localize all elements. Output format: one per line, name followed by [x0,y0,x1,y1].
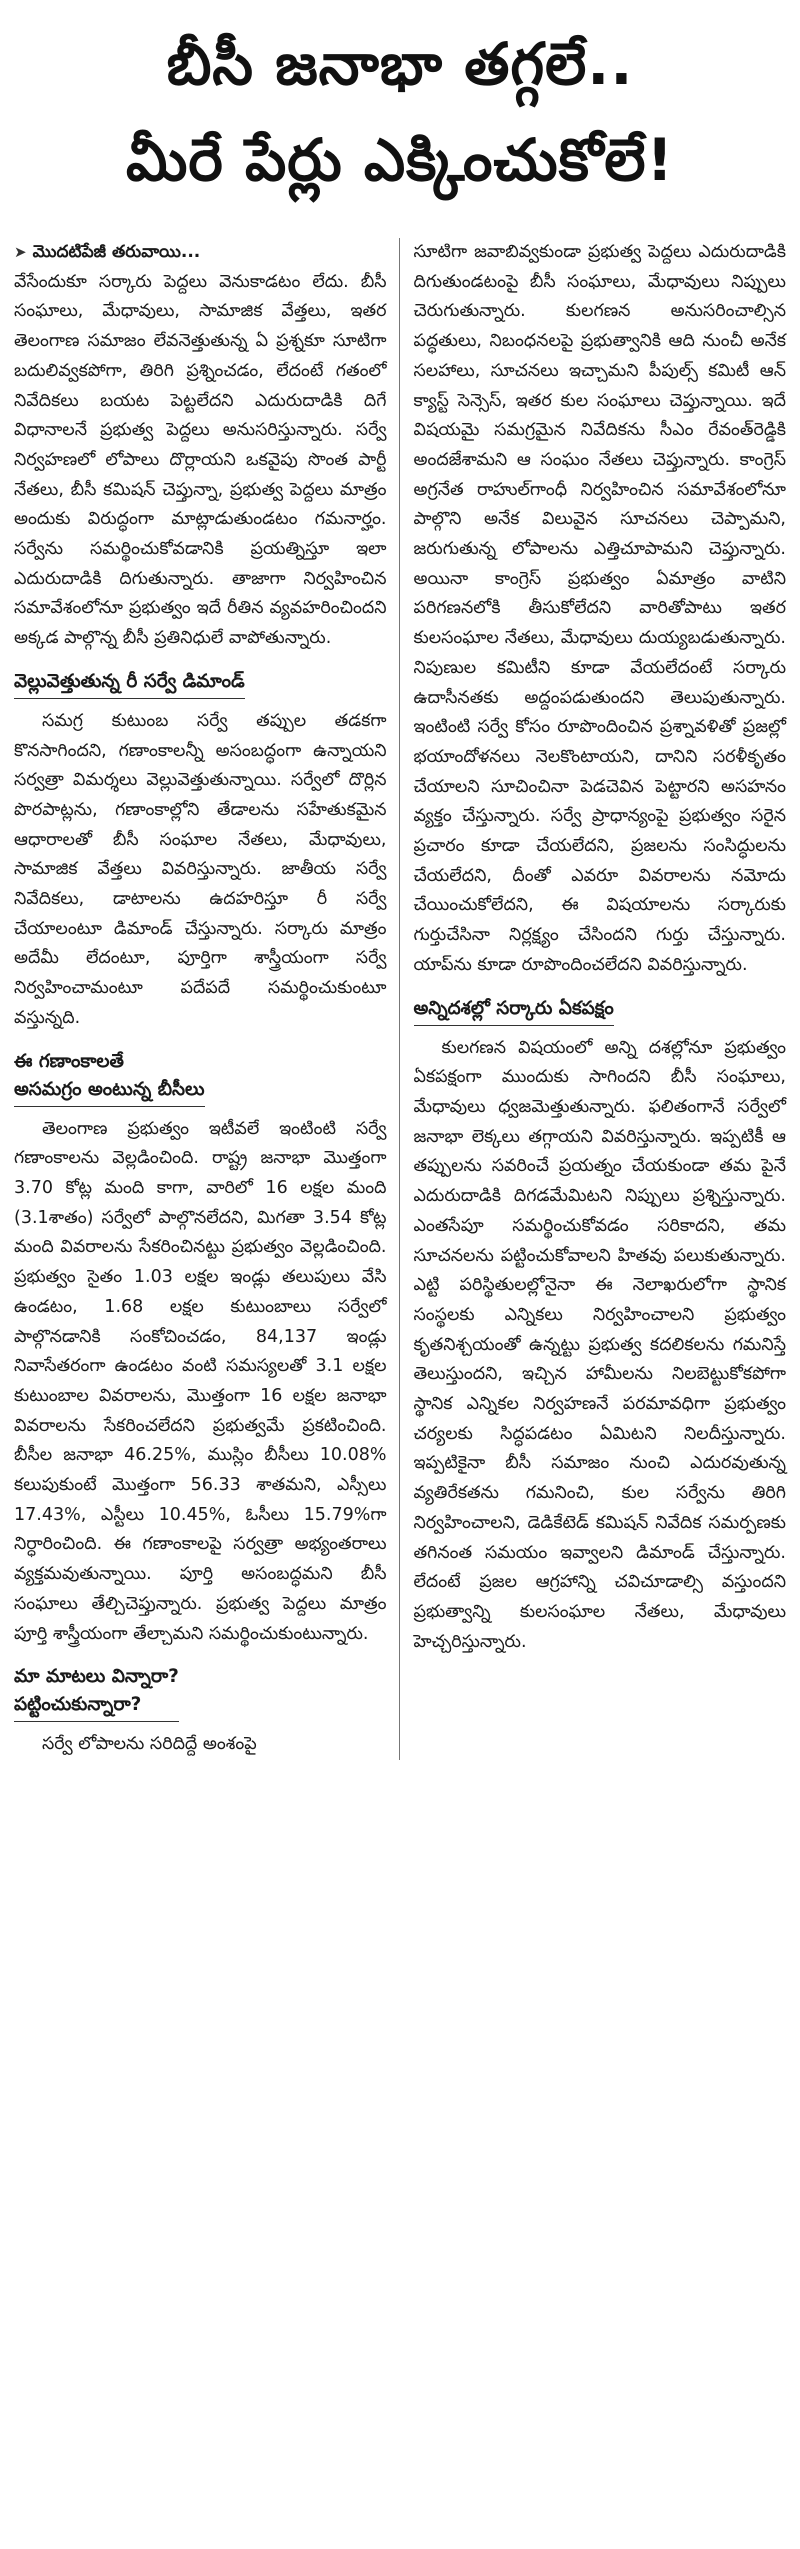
left-paragraph-1: వేసేందుకూ సర్కారు పెద్దలు వెనుకాడటం లేదు. బీసీ సంఘాలు, మేధావులు, సామాజిక వేత్తలు, ఇతర తెలంగాణ సమాజం లేవనెత్తుతున్న ఏ ప్రశ్నకూ సూటిగా బదులివ్వకపోగా, తిరిగి ప్రశ్నించడం, లేదంటే గతంలో నివేదికలు బయట పెట్టలేదని ఎదురుదాడికి దిగే విధానాలనే ప్రభుత్వ పెద్దలు అనుసరిస్తున్నారు. సర్వే నిర్వహణలో లోపాలు దొర్లాయని ఒకవైపు సొంత పార్టీ నేతలు, బీసీ కమిషన్ చెప్తున్నా, ప్రభుత్వ పెద్దలు మాత్రం అందుకు విరుద్ధంగా మాట్లాడుతుండటం గమనార్హం. సర్వేను సమర్థించుకోవడానికి ప్రయత్నిస్తూ ఇలా ఎదురుదాడికి దిగుతున్నారు. తాజాగా నిర్వహించిన సమావేశంలోనూ ప్రభుత్వం ఇదే రీతిన వ్యవహరించిందని అక్కడ పాల్గొన్న బీసీ ప్రతినిధులే వాపోతున్నారు. [14,271,387,649]
right-paragraph-1: సూటిగా జవాబివ్వకుండా ప్రభుత్వ పెద్దలు ఎదురుదాడికి దిగుతుండటంపై బీసీ సంఘాలు, మేధావులు నిప్పులు చెరుగుతున్నారు. కులగణన అనుసరించాల్సిన పద్ధతులు, నిబంధనలపై ప్రభుత్వానికి ఆది నుంచీ అనేక సలహాలు, సూచనలు ఇచ్చామని పీపుల్స్ కమిటీ ఆన్ క్యాస్ట్ సెన్సెస్, ఇతర కుల సంఘాలు చెప్తున్నాయి. ఇదే విషయమై సమగ్రమైన నివేదికను సీఎం రేవంత్‌రెడ్డికి అందజేశామని ఆ సంఘం నేతలు చెప్తున్నారు. కాంగ్రెస్ అగ్రనేత రాహుల్‌గాంధీ నిర్వహించిన సమావేశంలోనూ పాల్గొని అనేక విలువైన సూచనలు చెప్పామని, జరుగుతున్న లోపాలను ఎత్తిచూపామని చెప్తున్నారు. అయినా కాంగ్రెస్ ప్రభుత్వం ఏమాత్రం వాటిని పరిగణనలోకి తీసుకోలేదని వారితోపాటు ఇతర కులసంఘాల నేతలు, మేధావులు దుయ్యబడుతున్నారు. నిపుణుల కమిటీని కూడా వేయలేదంటే సర్కారు ఉదాసీనతకు అద్దంపడుతుందని తెలుపుతున్నారు. ఇంటింటి సర్వే కోసం రూపొందించిన ప్రశ్నావళితో ప్రజల్లో భయాందోళనలు నెలకొంటాయని, దానిని సరళీకృతం చేయాలని సూచించినా పెడచెవిన పెట్టారని అసహనం వ్యక్తం చేస్తున్నారు. సర్వే ప్రాధాన్యంపై ప్రభుత్వం సరైన ప్రచారం కూడా చేయలేదని, ప్రజలను సంసిద్ధులను చేయలేదని, దీంతో ఎవరూ వివరాలను నమోదు చేయించుకోలేదని, ఈ విషయాలను సర్కారుకు గుర్తుచేసినా నిర్లక్ష్యం చేసిందని గుర్తు చేస్తున్నారు. యాప్‌ను కూడా రూపొందించలేదని వివరిస్తున్నారు. [413,242,786,975]
headline [14,0,786,208]
left-subheading-3-line-1: మా మాటలు విన్నారా? [14,1666,179,1688]
left-subheading-3-line-2: పట్టించుకున్నారా? [14,1694,142,1716]
right-subheading-1: అన్నిదశల్లో సర్కారు ఏకపక్షం [414,995,614,1026]
left-subheading-2-line-1: ఈ గణాంకాలతే [14,1050,124,1072]
headline-line-2: మీరే పేర్లు ఎక్కించుకోలే! [126,126,674,194]
left-column [14,238,400,1760]
kicker-text: మొదటిపేజీ తరువాయి... [32,242,201,262]
headline-line-1: బీసీ జనాభా తగ్గలే.. [166,30,634,98]
continuation-kicker [14,238,387,268]
left-subheading-3 [14,1663,179,1722]
article-columns [14,238,786,1760]
left-subheading-2 [14,1048,205,1107]
chevron-right-icon: ➤ [14,243,27,261]
right-column [400,238,787,1760]
left-subheading-2-line-2: అసమగ్రం అంటున్న బీసీలు [14,1078,205,1100]
left-paragraph-4: సర్వే లోపాలను సరిదిద్దే అంశంపై [42,1734,257,1755]
left-subheading-1: వెల్లువెత్తుతున్న రీ సర్వే డిమాండ్ [14,668,245,699]
right-paragraph-2: కులగణన విషయంలో అన్ని దశల్లోనూ ప్రభుత్వం ఏకపక్షంగా ముందుకు సాగిందని బీసీ సంఘాలు, మేధావులు ధ్వజమెత్తుతున్నారు. ఫలితంగానే సర్వేలో జనాభా లెక్కలు తగ్గాయని వివరిస్తున్నారు. ఇప్పటికీ ఆ తప్పులను సవరించే ప్రయత్నం చేయకుండా తమ పైనే ఎదురుదాడికి దిగడమేమిటని నిప్పులు ప్రశ్నిస్తున్నారు. ఎంతసేపూ సమర్థించుకోవడం సరికాదని, తమ సూచనలను పట్టించుకోవాలని హితవు పలుకుతున్నారు. ఎట్టి పరిస్థితులల్లోనైనా ఈ నెలాఖరులోగా స్థానిక సంస్థలకు ఎన్నికలు నిర్వహించాలని ప్రభుత్వం కృతనిశ్చయంతో ఉన్నట్టు ప్రభుత్వ కదలికలను గమనిస్తే తెలుస్తుందని, ఇచ్చిన హామీలను నిలబెట్టుకోకపోగా స్థానిక ఎన్నికల నిర్వహణనే పరమావధిగా ప్రభుత్వం చర్యలకు సిద్ధపడటం ఏమిటని నిలదీస్తున్నారు. ఇప్పటికైనా బీసీ సమాజం నుంచి ఎదురవుతున్న వ్యతిరేకతను గమనించి, కుల సర్వేను తిరిగి నిర్వహించాలని, డెడికేటెడ్ కమిషన్ నివేదిక సమర్పణకు తగినంత సమయం ఇవ్వాలని డిమాండ్ చేస్తున్నారు. లేదంటే ప్రజల ఆగ్రహాన్ని చవిచూడాల్సి వస్తుందని ప్రభుత్వాన్ని కులసంఘాల నేతలు, మేధావులు హెచ్చరిస్తున్నారు. [413,1037,786,1652]
left-paragraph-2: సమగ్ర కుటుంబ సర్వే తప్పుల తడకగా కొనసాగిందని, గణాంకాలన్నీ అసంబద్ధంగా ఉన్నాయని సర్వత్రా విమర్శలు వెల్లువెత్తుతున్నాయి. సర్వేలో దొర్లిన పొరపాట్లను, గణాంకాల్లోని తేడాలను సహేతుకమైన ఆధారాలతో బీసీ సంఘాల నేతలు, మేధావులు, సామాజిక వేత్తలు వివరిస్తున్నారు. జాతీయ సర్వే నివేదికలు, డాటాలను ఉదహరిస్తూ రీ సర్వే చేయాలంటూ డిమాండ్ చేస్తున్నారు. సర్కారు మాత్రం అదేమీ లేదంటూ, పూర్తిగా శాస్త్రీయంగా సర్వే నిర్వహించామంటూ పదేపదే సమర్థించుకుంటూ వస్తున్నది. [14,710,387,1028]
left-paragraph-3: తెలంగాణ ప్రభుత్వం ఇటీవలే ఇంటింటి సర్వే గణాంకాలను వెల్లడించింది. రాష్ట్ర జనాభా మొత్తంగా 3.70 కోట్ల మంది కాగా, వారిలో 16 లక్షల మంది (3.1శాతం) సర్వేలో పాల్గొనలేదని, మిగతా 3.54 కోట్ల మంది వివరాలను సేకరించినట్టు ప్రభుత్వం వెల్లడించింది. ప్రభుత్వం సైతం 1.03 లక్షల ఇండ్లు తలుపులు వేసి ఉండటం, 1.68 లక్షల కుటుంబాలు సర్వేలో పాల్గొనడానికి సంకోచించడం, 84,137 ఇండ్లు నివాసేతరంగా ఉండటం వంటి సమస్యలతో 3.1 లక్షల కుటుంబాల వివరాలను, మొత్తంగా 16 లక్షల జనాభా వివరాలను సేకరించలేదని ప్రభుత్వమే ప్రకటించింది. బీసీల జనాభా 46.25%, ముస్లిం బీసీలు 10.08% కలుపుకుంటే మొత్తంగా 56.33 శాతమని, ఎస్సీలు 17.43%, ఎస్టీలు 10.45%, ఓసీలు 15.79%గా నిర్ధారించింది. ఈ గణాంకాలపై సర్వత్రా అభ్యంతరాలు వ్యక్తమవుతున్నాయి. పూర్తి అసంబద్ధమని బీసీ సంఘాలు తేల్చిచెప్తున్నారు. ప్రభుత్వ పెద్దలు మాత్రం పూర్తి శాస్త్రీయంగా తేల్చామని సమర్థించుకుంటున్నారు. [14,1118,387,1644]
